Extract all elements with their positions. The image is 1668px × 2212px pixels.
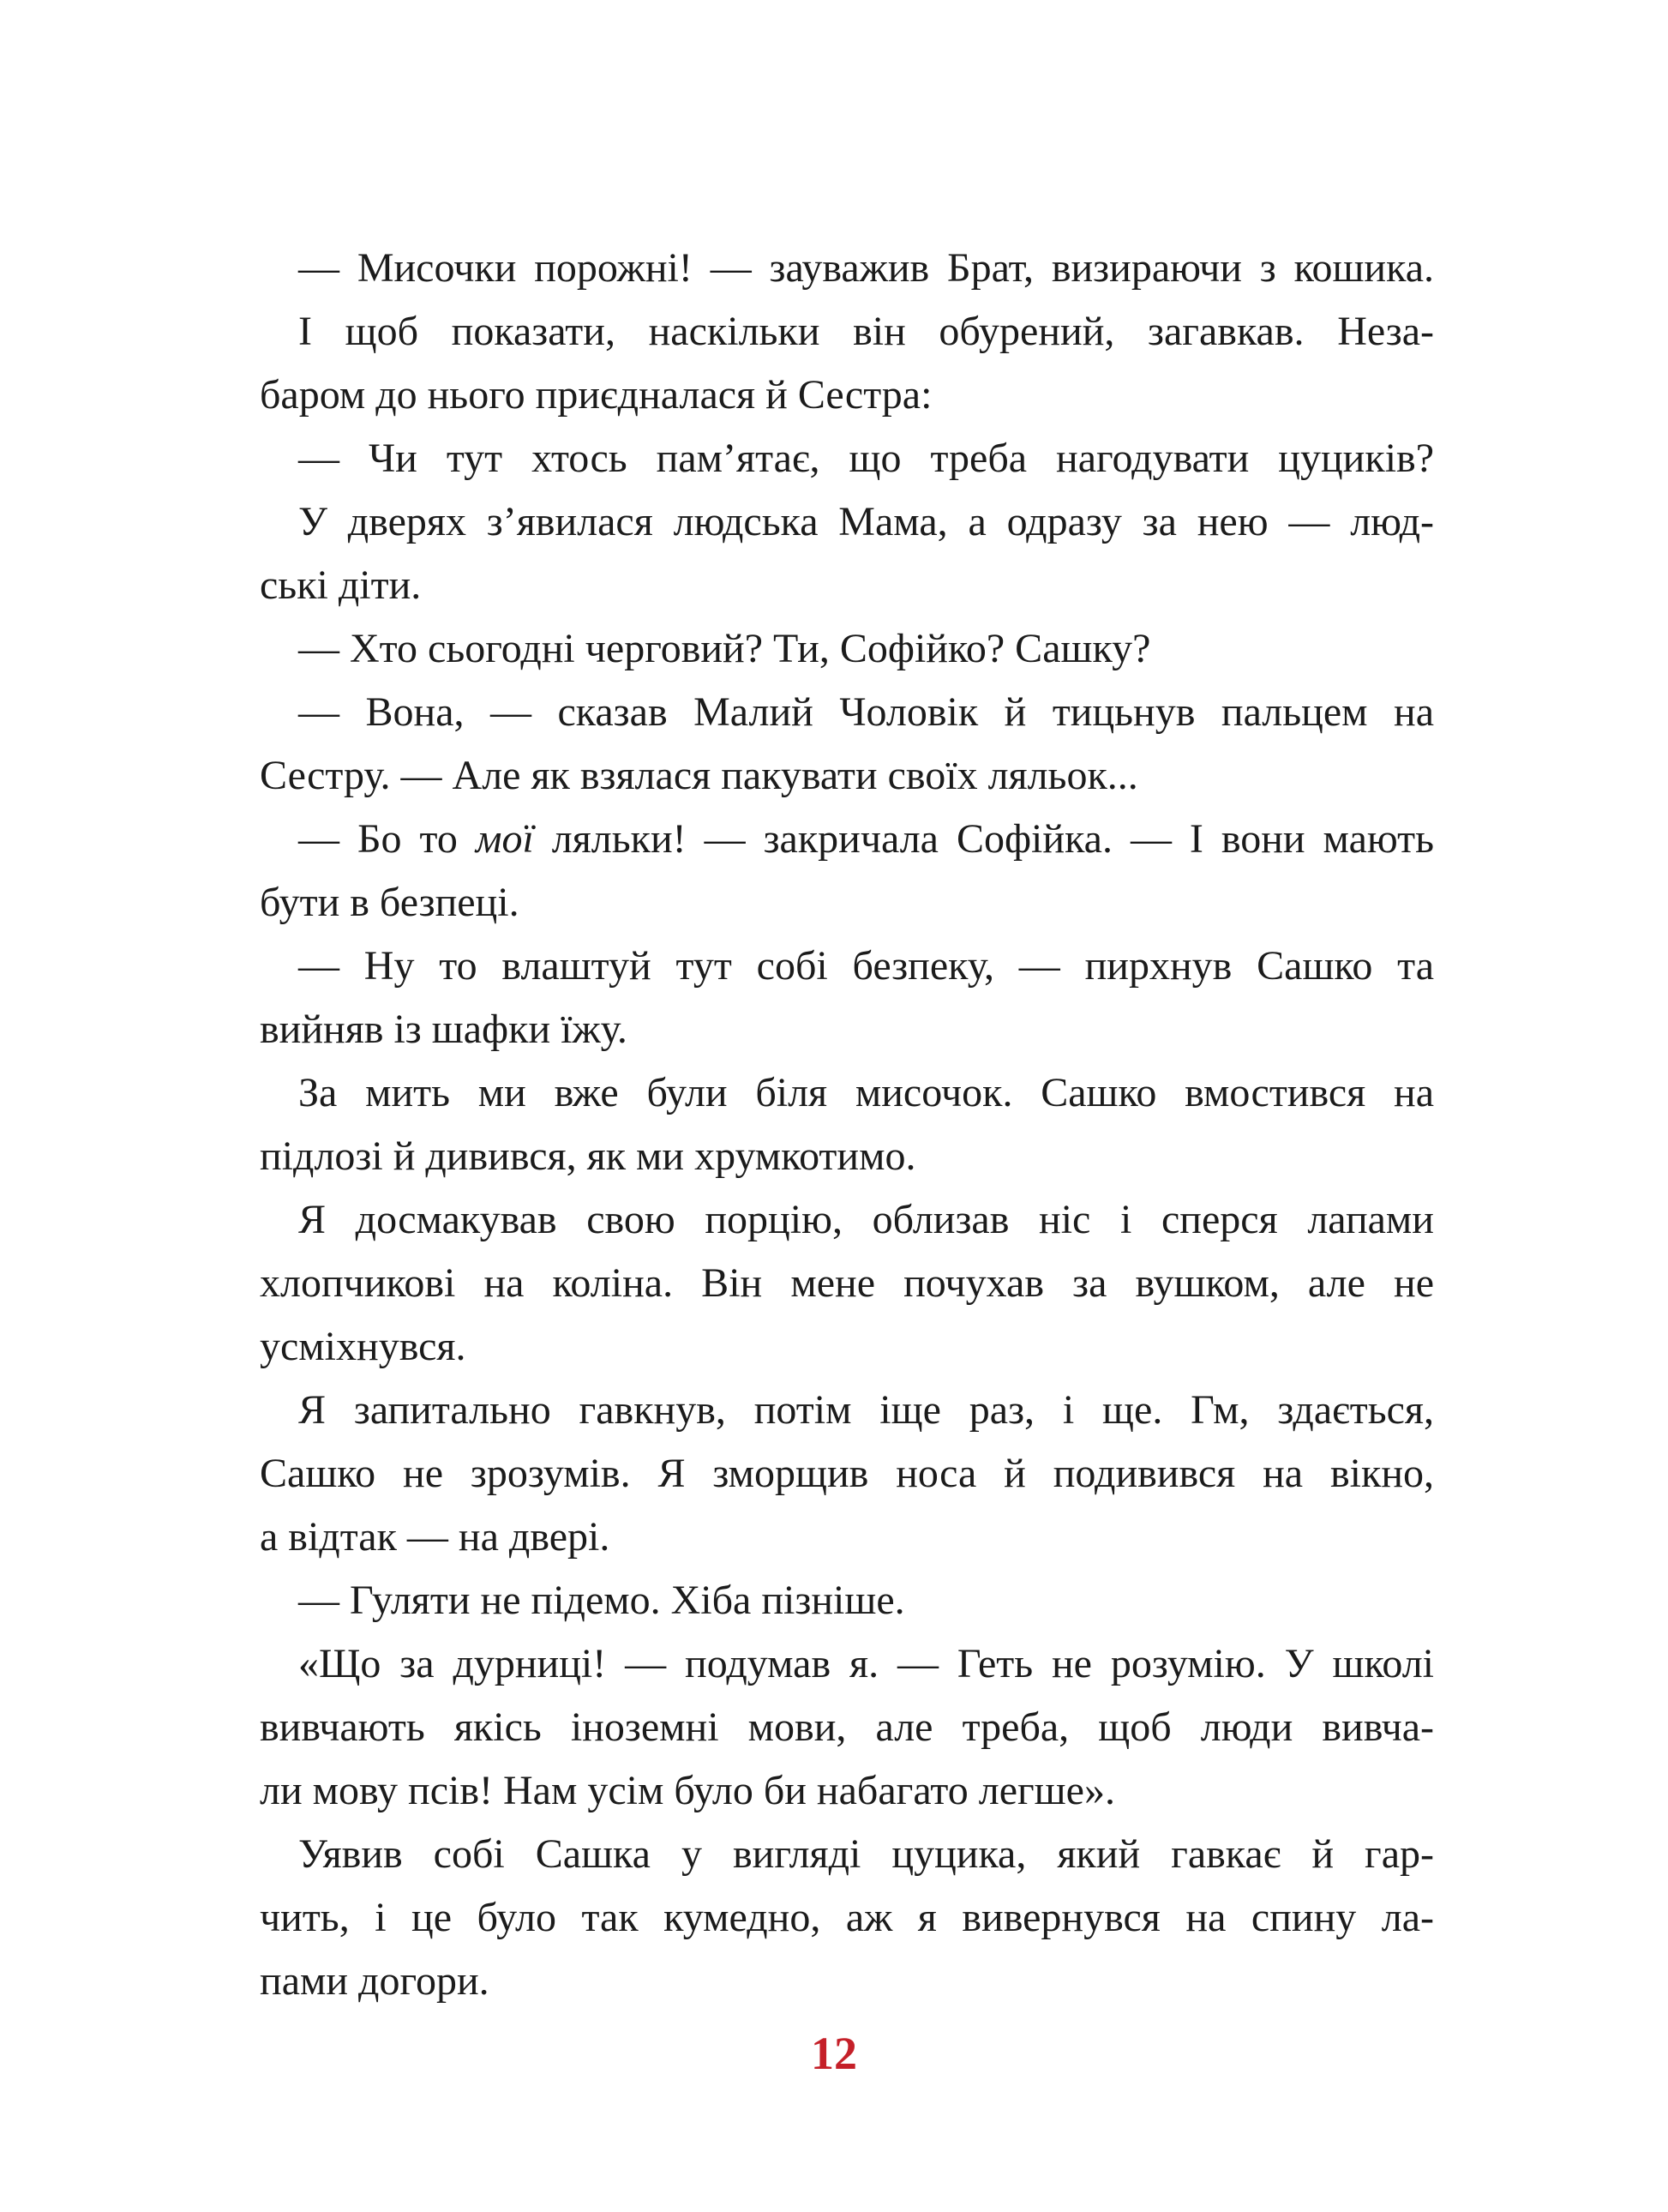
- text-line: «Що за дурниці! — подумав я. — Геть не розумію. У школі: [298, 1641, 1434, 1686]
- text-line: — Гуляти не підемо. Хіба пізніше.: [298, 1578, 905, 1623]
- text-line: — Ну то влаштуй тут собі безпеку, — пирхнув Сашко та: [298, 943, 1434, 989]
- text-line: — Чи тут хтось пам’ятає, що треба нагодувати цуциків?: [298, 436, 1434, 481]
- page-number: 12: [811, 2028, 857, 2079]
- text-line: — Бо то мої ляльки! — закричала Софійка. — І вони мають: [298, 816, 1434, 862]
- text-line: баром до нього приєдналася й Сестра:: [260, 372, 933, 418]
- text-line: — Хто сьогодні черговий? Ти, Софійко? Сашку?: [298, 626, 1151, 671]
- text-line: бути в безпеці.: [260, 880, 519, 925]
- text-line: — Вона, — сказав Малий Чоловік й тицьнув пальцем на: [298, 689, 1434, 735]
- text-line: За мить ми вже були біля мисочок. Сашко вмостився на: [298, 1070, 1434, 1115]
- text-line: І щоб показати, наскільки він обурений, загавкав. Неза-: [298, 309, 1434, 354]
- text-line: а відтак — на двері.: [260, 1514, 610, 1560]
- text-line: ські діти.: [260, 562, 422, 608]
- text-line: Сестру. — Але як взялася пакувати своїх ляльок...: [260, 753, 1138, 798]
- text-line: ли мову псів! Нам усім було би набагато легше».: [260, 1768, 1115, 1813]
- text-line: чить, і це було так кумедно, аж я вивернувся на спину ла-: [260, 1895, 1434, 1940]
- text-line: вивчають якісь іноземні мови, але треба, щоб люди вивча-: [260, 1704, 1434, 1750]
- text-line: Я запитально гавкнув, потім іще раз, і ще. Гм, здається,: [298, 1387, 1434, 1433]
- text-line: Сашко не зрозумів. Я зморщив носа й подивився на вікно,: [260, 1451, 1434, 1496]
- text-line: пами догори.: [260, 1958, 489, 2004]
- text-line: — Мисочки порожні! — зауважив Брат, визираючи з кошика.: [298, 245, 1434, 291]
- text-line: Я досмакував свою порцію, облизав ніс і сперся лапами: [298, 1197, 1434, 1242]
- italic-word: мої: [475, 816, 534, 862]
- text-line: вийняв із шафки їжу.: [260, 1007, 627, 1052]
- text-block: [260, 237, 1434, 2013]
- text-line: У дверях з’явилася людська Мама, а одразу за нею — люд-: [298, 499, 1434, 544]
- text-line: підлозі й дивився, як ми хрумкотимо.: [260, 1133, 916, 1179]
- text-line: усміхнувся.: [260, 1324, 466, 1369]
- text-line: хлопчикові на коліна. Він мене почухав за вушком, але не: [260, 1260, 1434, 1306]
- text-line: Уявив собі Сашка у вигляді цуцика, який гавкає й гар-: [298, 1831, 1434, 1877]
